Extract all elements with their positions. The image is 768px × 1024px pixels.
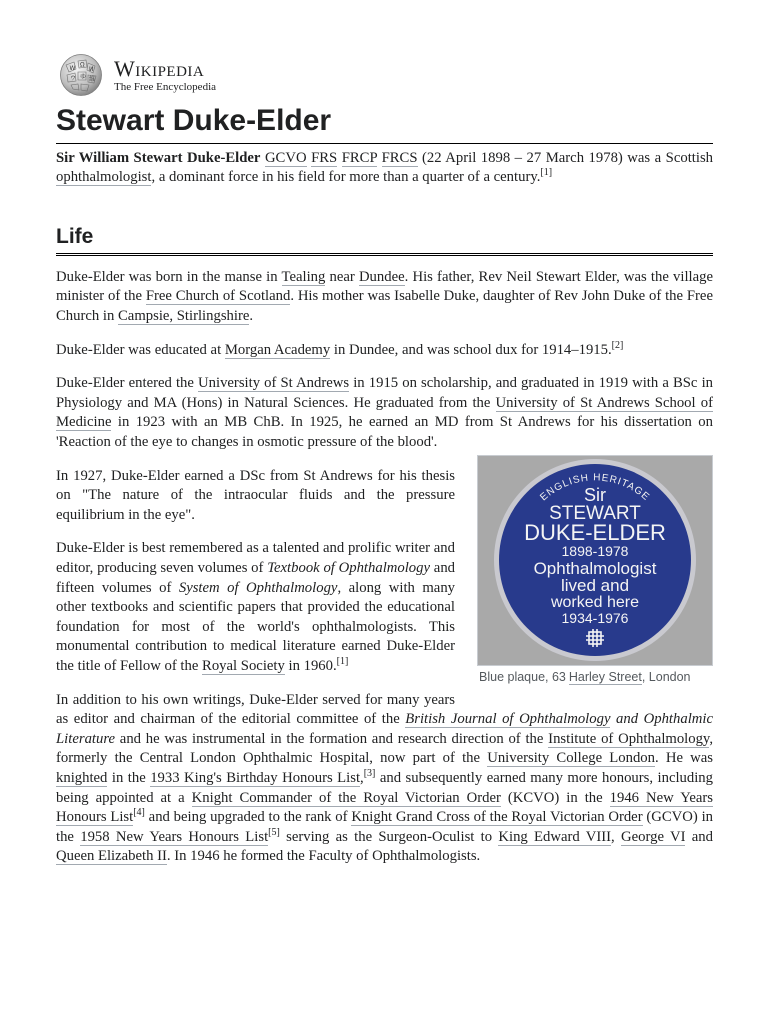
link-george-vi[interactable]: George VI [621, 828, 686, 845]
body-paragraph [56, 691, 713, 867]
link-queen-elizabeth-ii[interactable]: Queen Elizabeth II [56, 848, 167, 865]
body-paragraph [56, 341, 713, 361]
text: . His father, Rev Neil Stewart Elder, was the village minister of the [56, 268, 713, 305]
subject-name: Sir William Stewart Duke-Elder [56, 149, 261, 166]
site-tagline: The Free Encyclopedia [114, 80, 217, 93]
plaque-heritage: ENGLISH HERITAGE [538, 471, 652, 503]
plaque-line: STEWART [549, 502, 641, 524]
text: (KCVO) in the [500, 789, 610, 806]
text: Duke-Elder was educated at [56, 341, 225, 358]
plaque-line: lived and [560, 575, 630, 595]
text: in Dundee, and was school dux for 1914–1915. [330, 341, 612, 358]
text: , [611, 828, 621, 845]
postnominal-link-gcvo[interactable]: GCVO [264, 149, 307, 166]
body-paragraph: In 1927, Duke-Elder earned a DSc from St Andrews for his thesis on "The nature of the intraocular fluids and the pressure equilibrium in the eye". [56, 467, 455, 523]
body-paragraph [56, 268, 713, 327]
reference-link[interactable]: [1] [540, 167, 553, 179]
postnominal-link-frs[interactable]: FRS [311, 149, 338, 166]
text: Duke-Elder was born in the manse in [56, 268, 282, 285]
plaque-line: DUKE-ELDER [524, 519, 666, 545]
postnominal-link-frcp[interactable]: FRCP [341, 149, 378, 166]
globe-glyph: И [89, 66, 94, 73]
reference-link[interactable]: [1] [336, 655, 349, 667]
link-university-of-st-andrews[interactable]: University of St Andrews [198, 375, 350, 392]
link-university-college-london[interactable]: University College London [487, 750, 655, 767]
section-heading-life: Life [56, 224, 713, 256]
globe-glyph: W [69, 65, 76, 72]
reference-link[interactable]: [4] [133, 807, 145, 819]
text: Duke-Elder entered the [56, 375, 199, 392]
lead-paragraph [56, 149, 713, 188]
wikipedia-globe-logo[interactable] [56, 53, 106, 97]
page-title: Stewart Duke-Elder [56, 104, 713, 144]
italic-title: Textbook of Ophthalmology [267, 560, 431, 576]
link-tealing[interactable]: Tealing [281, 268, 326, 285]
italic-title: and Ophthalmic Literature [56, 711, 713, 747]
text: . He was [654, 750, 713, 767]
plaque-line: worked here [550, 593, 640, 611]
globe-glyph: 維 [89, 76, 96, 83]
text: in 1923 with an MB ChB. In 1925, he earned an MD from St Andrews for his dissertation on 'Reaction of the eye to changes in osmotic pressure of the blood'. [56, 414, 713, 451]
link-campsie[interactable]: Campsie, Stirlingshire [118, 308, 250, 325]
text: Blue plaque, 63 [479, 669, 566, 684]
text: , formerly the Central London Ophthalmic Hospital, now part of the [56, 730, 713, 767]
text: In addition to his own writings, Duke-Elder served for many years as editor and chairman of the editorial committee of the [56, 691, 455, 728]
link-institute-of-ophthalmology[interactable]: Institute of Ophthalmology [548, 730, 710, 747]
link-1933-birthday-honours[interactable]: 1933 King's Birthday Honours List [150, 769, 361, 786]
text: , [360, 769, 364, 786]
reference-link[interactable]: [2] [611, 339, 624, 351]
text: in 1915 on scholarship, and graduated in 1919 with a BSc in Physiology and MA (Hons) in Natural Sciences. He graduated from the [56, 375, 713, 411]
text: and [685, 828, 713, 845]
plaque-line: Ophthalmologist [533, 558, 657, 578]
text: . [249, 308, 254, 325]
body-paragraph [56, 374, 713, 452]
text: and he was instrumental in the formation and research direction of the [115, 730, 549, 747]
link-1958-new-years-honours[interactable]: 1958 New Years Honours List [80, 828, 269, 845]
site-header [56, 52, 713, 98]
text: . In 1946 he formed the Faculty of Ophthalmologists. [166, 848, 481, 865]
blue-plaque-image[interactable] [477, 455, 713, 666]
globe-glyph: Ω [80, 61, 85, 69]
text: , a dominant force in his field for more than a quarter of a century. [151, 169, 541, 186]
link-british-journal-of-ophthalmology[interactable]: British Journal of Ophthalmology [405, 711, 611, 728]
figure-caption [477, 670, 713, 684]
link-free-church-of-scotland[interactable]: Free Church of Scotland [145, 288, 291, 305]
text: and being upgraded to the rank of [144, 809, 352, 826]
link-royal-society[interactable]: Royal Society [202, 657, 285, 674]
link-st-andrews-school-of-medicine[interactable]: University of St Andrews School of Medicine [56, 394, 713, 431]
text: (22 April 1898 – 27 March 1978) was a Scottish [417, 149, 713, 166]
text: in the [107, 769, 151, 786]
postnominal-link-frcs[interactable]: FRCS [381, 149, 418, 166]
globe-glyph: ゆ [80, 73, 87, 81]
text: (GCVO) in the [56, 809, 713, 845]
reference-link[interactable]: [3] [363, 767, 376, 779]
italic-title: System of Ophthalmology [178, 579, 338, 596]
plaque-line: 1934-1976 [561, 609, 629, 626]
link-king-edward-viii[interactable]: King Edward VIII [498, 828, 612, 845]
plaque-line: 1898-1978 [561, 542, 629, 559]
text: near [325, 268, 359, 285]
text: and subsequently earned many more honours, including being appointed at a [56, 769, 713, 806]
link-gcvo[interactable]: Knight Grand Cross of the Royal Victorian Order [351, 809, 643, 826]
reference-link[interactable]: [5] [268, 826, 280, 838]
text: in 1960. [284, 657, 337, 674]
wikipedia-wordmark[interactable] [114, 55, 217, 93]
link-knighted[interactable]: knighted [56, 769, 108, 786]
globe-glyph: ウ [70, 75, 77, 82]
site-name: Wikipedia [114, 55, 205, 81]
text: . His mother was Isabelle Duke, daughter of Rev John Duke of the Free Church in [56, 288, 713, 325]
link-kcvo[interactable]: Knight Commander of the Royal Victorian Order [191, 789, 501, 806]
link-dundee[interactable]: Dundee [358, 268, 405, 285]
text: serving as the Surgeon-Oculist to [279, 828, 499, 845]
text: Duke-Elder is best remembered as a talented and prolific writer and editor, producing seven volumes of [56, 540, 455, 576]
link-harley-street[interactable]: Harley Street [568, 669, 642, 684]
article-page [56, 52, 713, 867]
text: and fifteen volumes of [56, 560, 456, 596]
link-morgan-academy[interactable]: Morgan Academy [224, 341, 331, 358]
link-1946-new-years-honours[interactable]: 1946 New Years Honours List [56, 789, 713, 826]
figure-blue-plaque [477, 455, 713, 684]
text: , London [641, 669, 691, 684]
text: , along with many other textbooks and scientific papers that provided the educational foundation for most of the world's ophthalmologists. This monumental contribution to medical literature earned Duke-Elder the title of Fellow of the [56, 579, 456, 674]
link-ophthalmologist[interactable]: ophthalmologist [56, 169, 152, 186]
plaque-line: Sir [584, 484, 606, 505]
